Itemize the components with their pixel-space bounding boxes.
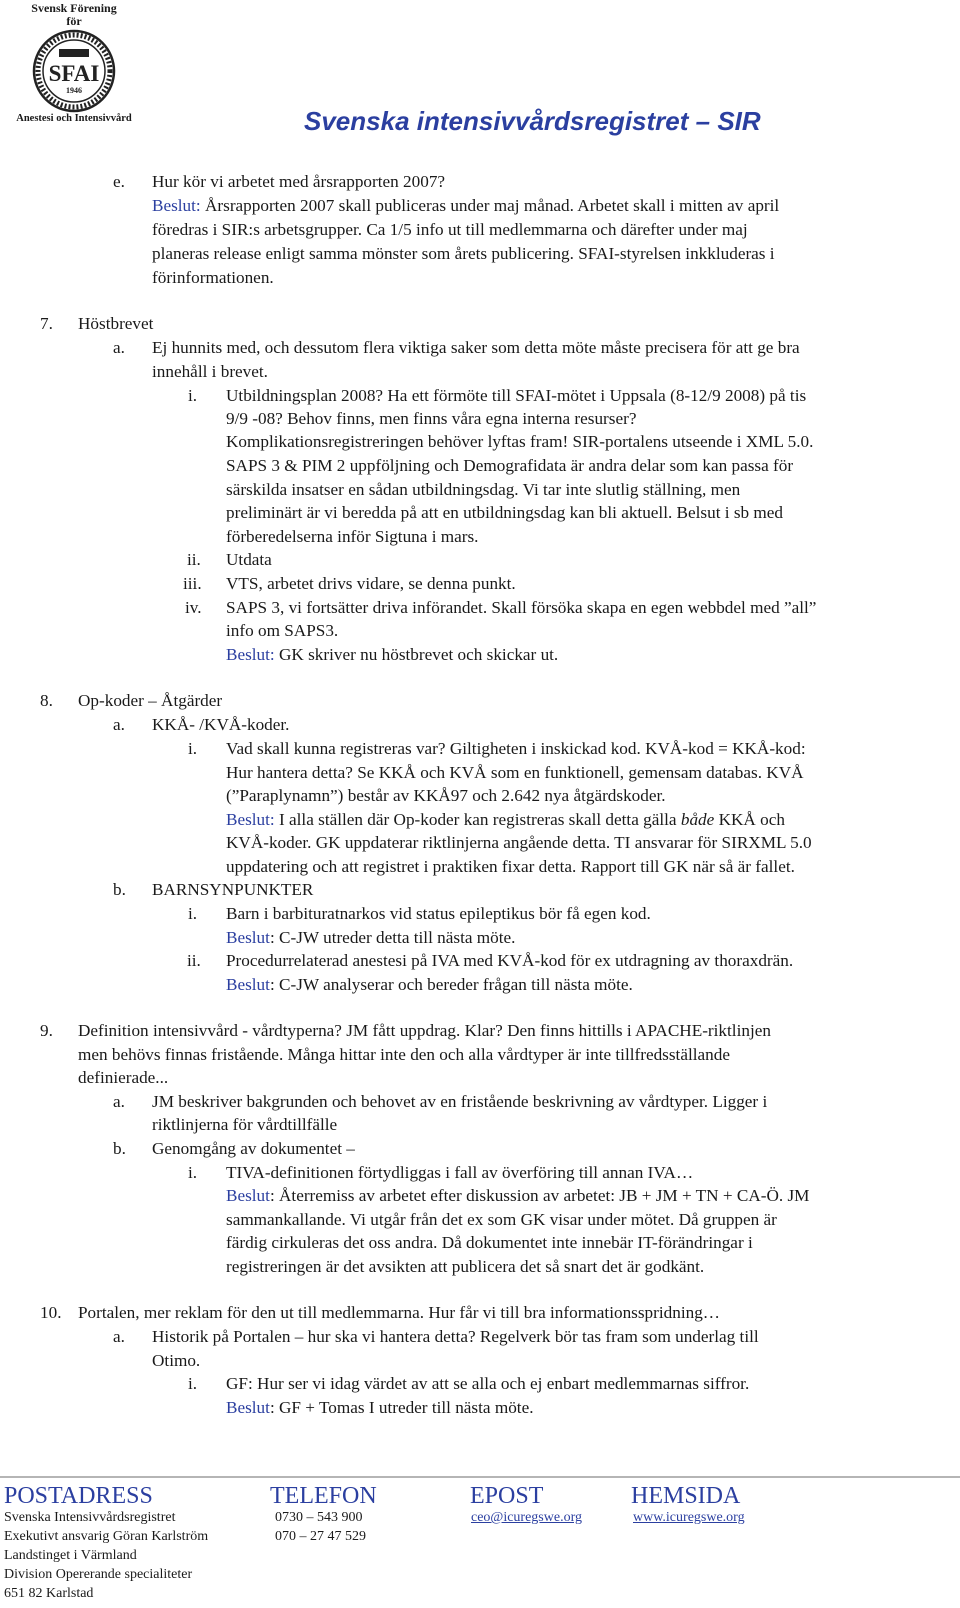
decision-label: Beslut	[226, 928, 270, 947]
body-text: info om SAPS3.	[226, 621, 339, 640]
body-text: innehåll i brevet.	[152, 362, 268, 381]
logo-society-name-line1: Svensk Förening	[31, 1, 117, 15]
body-text-line	[226, 1231, 753, 1255]
body-text: Hur kör vi arbetet med årsrapporten 2007?	[152, 172, 446, 191]
footer-website-link[interactable]: www.icuregswe.org	[633, 1510, 745, 1525]
list-marker: i.	[188, 1374, 198, 1393]
emphasis-text: både	[680, 810, 715, 829]
document-header-title: Svenska intensivvårdsregistret – SIR	[304, 106, 761, 136]
body-text: färdig cirkuleras det oss andra. Då dokumentet inte innebär IT-förändringar i	[226, 1233, 753, 1252]
body-text: JM beskriver bakgrunden och behovet av en fristående beskrivning av vårdtyper. Ligger i	[152, 1092, 768, 1111]
body-text: riktlinjerna för vårdtillfälle	[152, 1115, 338, 1134]
body-text-line	[226, 737, 806, 761]
body-text: (”Paraplynamn”) består av KKÅ97 och 2.642 nya åtgärdskoder.	[226, 786, 666, 805]
body-text-line	[226, 784, 666, 808]
list-marker: i.	[188, 1163, 198, 1182]
list-marker: 10.	[40, 1303, 62, 1322]
body-text-line	[226, 548, 272, 572]
body-text-line	[152, 218, 748, 242]
body-text-line	[226, 1161, 693, 1185]
list-marker: 7.	[40, 314, 53, 333]
body-text-line	[226, 478, 740, 502]
body-text-line	[226, 949, 793, 973]
body-text-line	[226, 1255, 704, 1279]
seal-initials: SFAI	[48, 61, 100, 86]
footer-email-link[interactable]: ceo@icuregswe.org	[471, 1510, 582, 1525]
body-text-line	[226, 572, 516, 596]
footer-postadress-line: 651 82 Karlstad	[4, 1586, 94, 1601]
body-text: Årsrapporten 2007 skall publiceras under maj månad. Arbetet skall i mitten av april	[200, 196, 780, 215]
footer-hemsida-heading: HEMSIDA	[631, 1483, 741, 1509]
list-marker: b.	[113, 880, 126, 899]
body-text: men behövs finnas fristående. Många hittar inte den och alla vårdtyper är inte tillfredsställande	[78, 1045, 730, 1064]
footer-divider	[0, 1476, 960, 1478]
body-text-line	[152, 1349, 200, 1373]
body-text: förinformationen.	[152, 268, 274, 287]
body-text-line	[78, 689, 222, 713]
body-text: Höstbrevet	[78, 314, 154, 333]
body-text-line	[226, 501, 783, 525]
body-text: I alla ställen där Op-koder kan registreras skall detta gälla	[274, 810, 681, 829]
body-text: Komplikationsregistreringen behöver lyftas fram! SIR-portalens utseende i XML 5.0.	[226, 432, 814, 451]
footer-phone-number: 0730 – 543 900	[275, 1510, 363, 1525]
body-text: Utdata	[226, 550, 272, 569]
body-text: VTS, arbetet drivs vidare, se denna punkt.	[226, 574, 516, 593]
sfai-logo	[4, 2, 144, 132]
body-text-line	[78, 1043, 730, 1067]
footer-postadress-line: Svenska Intensivvårdsregistret	[4, 1510, 176, 1525]
body-text: Genomgång av dokumentet –	[152, 1139, 355, 1158]
body-text: Definition intensivvård - vårdtyperna? JM fått uppdrag. Klar? Den finns hittills i APACHE-riktlinjen	[78, 1021, 771, 1040]
body-text: GF: Hur ser vi idag värdet av att se alla och ej enbart medlemmarnas siffror.	[226, 1374, 750, 1393]
body-text-line	[226, 973, 633, 997]
list-marker: a.	[113, 1327, 125, 1346]
body-text-line	[226, 430, 813, 454]
body-text: TIVA-definitionen förtydliggas i fall av överföring till annan IVA…	[226, 1163, 694, 1182]
decision-label: Beslut:	[226, 810, 275, 829]
list-marker: 8.	[40, 691, 53, 710]
body-text: Otimo.	[152, 1351, 201, 1370]
body-text: föredras i SIR:s arbetsgrupper. Ca 1/5 info ut till medlemmarna och därefter under maj	[152, 220, 748, 239]
body-text: Op-koder – Åtgärder	[78, 691, 223, 710]
body-text: SAPS 3, vi fortsätter driva införandet. Skall försöka skapa en egen webbdel med ”all”	[226, 598, 817, 617]
logo-society-name-line2: för	[66, 14, 82, 28]
body-text-line	[152, 713, 289, 737]
body-text: Ej hunnits med, och dessutom flera viktiga saker som detta möte måste precisera för att ge bra	[152, 338, 800, 357]
list-marker: a.	[113, 338, 125, 357]
logo-subtitle: Anestesi och Intensivvård	[16, 113, 132, 124]
body-text-line	[152, 1137, 355, 1161]
body-text: KKÅ- /KVÅ-koder.	[152, 715, 290, 734]
list-marker: i.	[188, 739, 198, 758]
body-text-line	[226, 761, 804, 785]
body-text: KKÅ och	[714, 810, 785, 829]
body-text: definierade...	[78, 1068, 169, 1087]
body-text: förberedelserna inför Sigtuna i mars.	[226, 527, 479, 546]
list-marker: e.	[113, 172, 125, 191]
list-marker: a.	[113, 1092, 125, 1111]
body-text-line	[226, 1396, 534, 1420]
body-text: registreringen är det avsikten att publicera det så snart det är godkänt.	[226, 1257, 705, 1276]
body-text-line	[226, 926, 515, 950]
body-text: 9/9 -08? Behov finns, men finns våra egna interna resurser?	[226, 409, 637, 428]
body-text-line	[226, 454, 793, 478]
body-text: Historik på Portalen – hur ska vi hantera detta? Regelverk bör tas fram som underlag till	[152, 1327, 759, 1346]
body-text: GK skriver nu höstbrevet och skickar ut.	[274, 645, 559, 664]
footer-epost-heading: EPOST	[470, 1483, 544, 1509]
list-marker: b.	[113, 1139, 126, 1158]
body-text-line	[152, 1090, 767, 1114]
body-text: planeras release enligt samma mönster som årets publicering. SFAI-styrelsen inkkluderas i	[152, 244, 775, 263]
body-text: preliminärt är vi beredda på att en utbildningsdag kan bli aktuell. Belsut i sb med	[226, 503, 784, 522]
body-text-line	[226, 902, 651, 926]
list-marker: i.	[188, 386, 198, 405]
seal-year: 1946	[66, 86, 82, 95]
decision-label: Beslut	[226, 1398, 270, 1417]
body-text-line	[226, 407, 636, 431]
list-marker: a.	[113, 715, 125, 734]
body-text: : GF + Tomas I utreder till nästa möte.	[269, 1398, 534, 1417]
body-text-line	[78, 1301, 720, 1325]
list-marker: iii.	[183, 574, 202, 593]
body-text: : C-JW analyserar och bereder frågan till nästa möte.	[269, 975, 633, 994]
body-text: Procedurrelaterad anestesi på IVA med KVÅ-kod för ex utdragning av thoraxdrän.	[226, 951, 794, 970]
body-text-line	[226, 384, 806, 408]
body-text-line	[226, 643, 558, 667]
body-text: : Återremiss av arbetet efter diskussion av arbetet: JB + JM + TN + CA-Ö. JM	[269, 1186, 810, 1205]
body-text-line	[78, 1066, 168, 1090]
body-text: sammankallande. Vi utgår från det ex som GK visar under mötet. Då gruppen är	[226, 1210, 777, 1229]
body-text: särskilda insatser en sådan utbildningsdag. Vi tar inte slutlig ställning, men	[226, 480, 741, 499]
body-text-line	[78, 312, 153, 336]
body-text-line	[226, 1184, 809, 1208]
body-text-line	[152, 360, 268, 384]
sfai-seal-icon	[31, 29, 117, 113]
footer-phone-number: 070 – 27 47 529	[275, 1529, 366, 1544]
body-text: Barn i barbituratnarkos vid status epileptikus bör få egen kod.	[226, 904, 651, 923]
body-text-line	[226, 525, 478, 549]
list-marker: ii.	[187, 550, 201, 569]
list-marker: 9.	[40, 1021, 53, 1040]
footer-postadress-heading: POSTADRESS	[4, 1483, 153, 1509]
body-text: : C-JW utreder detta till nästa möte.	[269, 928, 516, 947]
body-text-line	[152, 170, 445, 194]
body-text: Portalen, mer reklam för den ut till medlemmarna. Hur får vi till bra informationsspridning…	[78, 1303, 720, 1322]
list-marker: iv.	[185, 598, 202, 617]
body-text-line	[226, 855, 795, 879]
body-text-line	[78, 1019, 771, 1043]
decision-label: Beslut:	[226, 645, 275, 664]
body-text: Hur hantera detta? Se KKÅ och KVÅ som en funktionell, gemensam databas. KVÅ	[226, 763, 804, 782]
decision-label: Beslut	[226, 1186, 270, 1205]
body-text-line	[152, 242, 775, 266]
body-text: uppdatering och att registret i praktiken fixar detta. Rapport till GK när så är fallet.	[226, 857, 795, 876]
footer-postadress-line: Landstinget i Värmland	[4, 1548, 137, 1563]
body-text-line	[152, 1325, 759, 1349]
footer-postadress-line: Division Opererande specialiteter	[4, 1567, 193, 1582]
body-text-line	[226, 596, 816, 620]
list-marker: i.	[188, 904, 198, 923]
body-text-line	[152, 336, 800, 360]
body-text-line	[226, 831, 812, 855]
body-text-line	[226, 619, 338, 643]
body-text-line	[226, 1208, 777, 1232]
body-text: KVÅ-koder. GK uppdaterar riktlinjerna angående detta. TI ansvarar för SIRXML 5.0	[226, 833, 812, 852]
decision-label: Beslut:	[152, 196, 201, 215]
body-text: Utbildningsplan 2008? Ha ett förmöte till SFAI-mötet i Uppsala (8-12/9 2008) på tis	[226, 386, 807, 405]
body-text-line	[226, 808, 785, 832]
body-text-line	[152, 194, 779, 218]
footer-telefon-heading: TELEFON	[270, 1483, 377, 1509]
footer-postadress-line: Exekutivt ansvarig Göran Karlström	[4, 1529, 209, 1544]
body-text-line	[152, 878, 313, 902]
body-text-line	[226, 1372, 749, 1396]
decision-label: Beslut	[226, 975, 270, 994]
body-text: SAPS 3 & PIM 2 uppföljning och Demografidata är andra delar som kan passa för	[226, 456, 794, 475]
body-text-line	[152, 266, 274, 290]
body-text: BARNSYNPUNKTER	[152, 880, 314, 899]
list-marker: ii.	[187, 951, 201, 970]
body-text: Vad skall kunna registreras var? Giltigheten i inskickad kod. KVÅ-kod = KKÅ-kod:	[226, 739, 806, 758]
body-text-line	[152, 1113, 337, 1137]
